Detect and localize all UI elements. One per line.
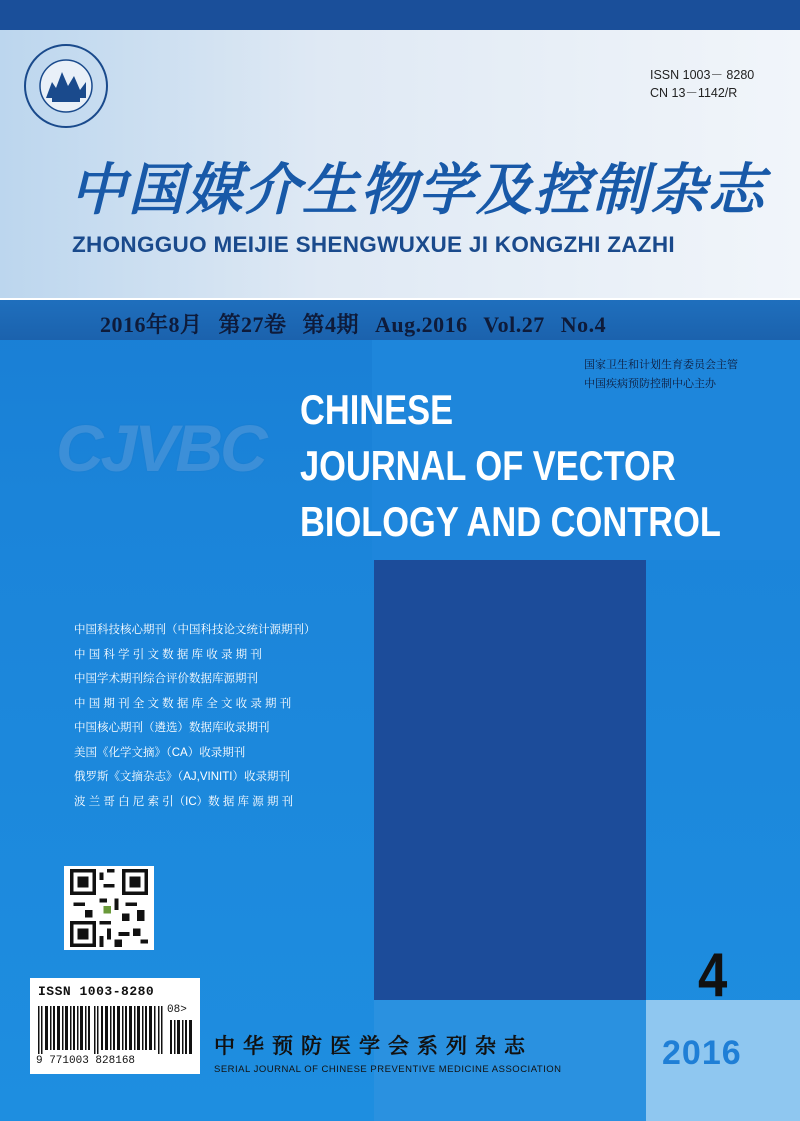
title-en-line: BIOLOGY AND CONTROL [300, 498, 721, 545]
issue-info: 2016年8月 第27卷 第4期 Aug.2016 Vol.27 No.4 [100, 312, 607, 337]
issn-cn-box [650, 66, 754, 102]
sponsor-line: 国家卫生和计划生育委员会主管 [584, 359, 738, 371]
issn-number: ISSN 1003－ 8280 [650, 68, 755, 82]
association-logo-icon [22, 42, 110, 130]
qr-code-icon [64, 866, 154, 950]
cjvbc-watermark: CJVBC [56, 411, 265, 485]
journal-title-pinyin: ZHONGGUO MEIJIE SHENGWUXUE JI KONGZHI ZAZHI [72, 232, 675, 257]
issue-band [0, 298, 800, 340]
barcode-number: 9 771003 828168 [36, 1055, 136, 1067]
top-strip [0, 0, 800, 30]
index-item: 中 国 科 学 引 文 数 据 库 收 录 期 刊 [74, 648, 262, 661]
index-list [74, 618, 316, 814]
issue-number: 4 [698, 941, 728, 1010]
title-en-line: JOURNAL OF VECTOR [300, 442, 676, 489]
index-item: 中 国 期 刊 全 文 数 据 库 全 文 收 录 期 刊 [74, 697, 292, 710]
barcode-bars-icon [38, 1006, 163, 1054]
issue-year: 2016 [662, 1034, 742, 1072]
panel-bottom [374, 1000, 646, 1121]
index-item: 俄罗斯《文摘杂志》（AJ,VINITI）收录期刊 [74, 771, 290, 783]
cn-number: CN 13－1142/R [650, 86, 738, 100]
index-item: 波 兰 哥 白 尼 索 引（IC）数 据 库 源 期 刊 [74, 795, 294, 808]
index-item: 美国《化学文摘》（CA）收录期刊 [74, 746, 246, 759]
barcode-addon-bars-icon [170, 1020, 194, 1054]
barcode-issn: ISSN 1003-8280 [38, 984, 155, 999]
journal-title-chinese: 中国媒介生物学及控制杂志 [70, 157, 766, 223]
barcode-addon: 08> [167, 1004, 187, 1016]
index-item: 中国学术期刊综合评价数据库源期刊 [74, 673, 258, 685]
sponsor-line: 中国疾病预防控制中心主办 [584, 378, 716, 390]
barcode [30, 978, 200, 1074]
panel-dark [374, 560, 646, 1000]
index-item: 中国科技核心期刊（中国科技论文统计源期刊） [74, 624, 316, 636]
title-en-line: CHINESE [300, 386, 454, 433]
series-title-english: SERIAL JOURNAL OF CHINESE PREVENTIVE MEDICINE ASSOCIATION [214, 1064, 562, 1075]
journal-title-english [300, 382, 721, 550]
index-item: 中国核心期刊（遴选）数据库收录期刊 [74, 722, 270, 734]
series-title-chinese: 中华预防医学会系列杂志 [214, 1035, 533, 1058]
